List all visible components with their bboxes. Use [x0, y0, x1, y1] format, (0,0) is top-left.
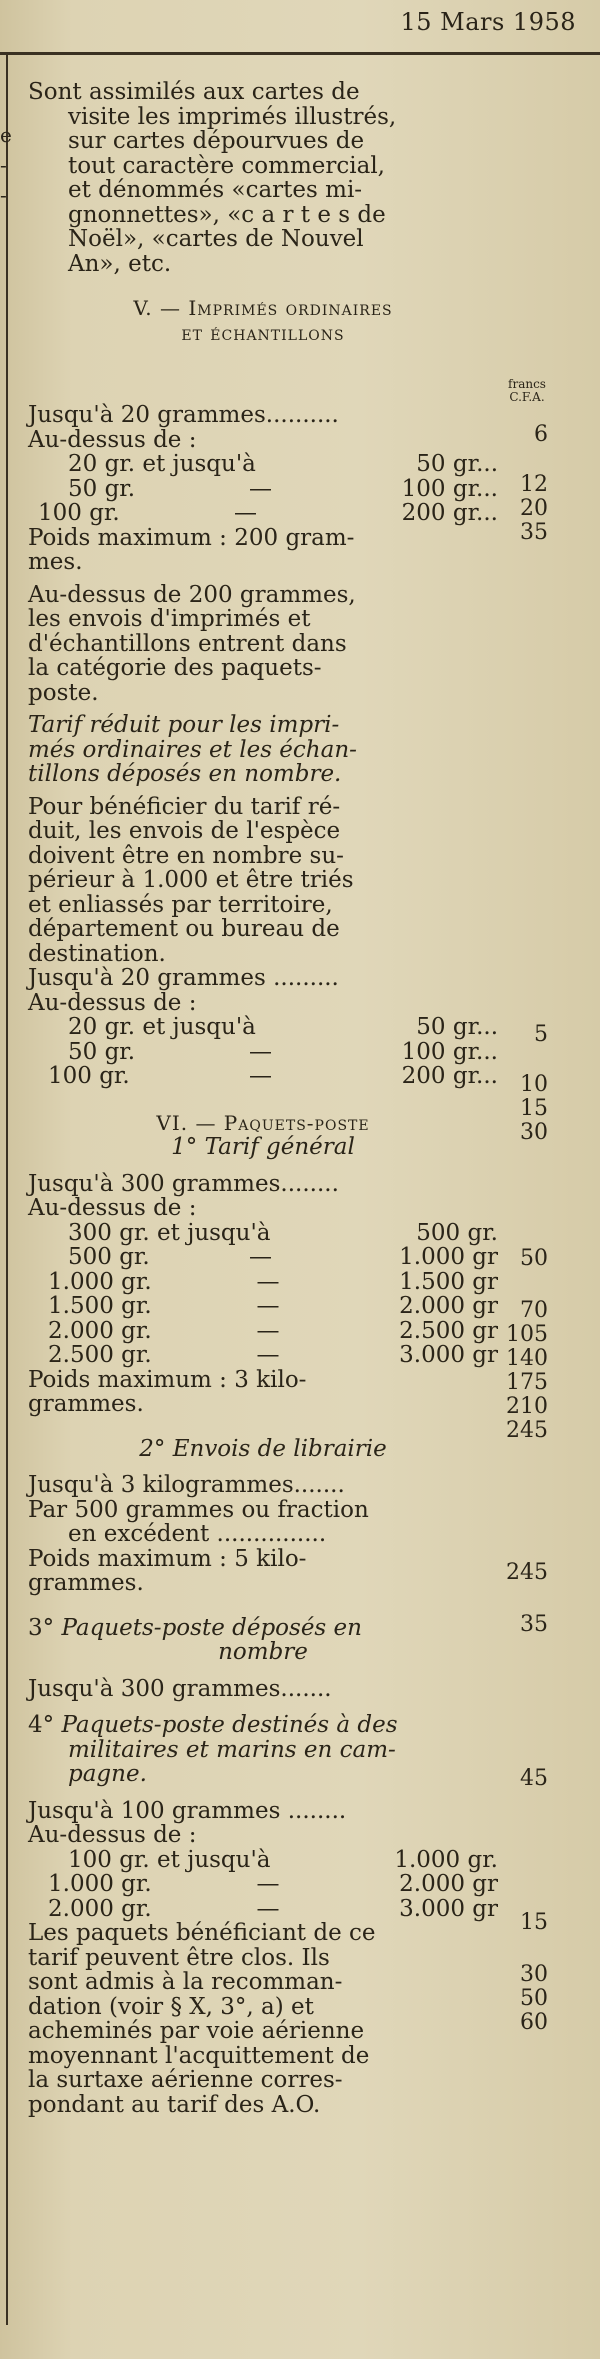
tariff-line: Jusqu'à 100 grammes ........	[28, 1797, 347, 1824]
range-dash: —	[256, 1268, 280, 1295]
reduced-tariff-title	[28, 713, 498, 787]
text-line: département ou bureau de	[28, 916, 340, 942]
range-dash: —	[249, 1244, 272, 1270]
text-line: dation (voir § X, 3°, a) et	[28, 1993, 314, 2020]
subsection-bookshop: 2° Envois de librairie	[139, 1435, 387, 1462]
tariff-row	[28, 1245, 498, 1270]
text-line: Au-dessus de 200 grammes,	[28, 581, 356, 608]
range-to: 100 gr...	[401, 1038, 498, 1065]
range-to: 500 gr.	[416, 1219, 498, 1246]
text-line: Poids maximum : 200 gram-	[28, 524, 355, 551]
tariff-row	[28, 501, 498, 526]
range-to: 3.000 gr	[399, 1342, 498, 1368]
text-line: Paquets-poste déposés en	[61, 1614, 362, 1641]
section-heading-v: V. — Imprimés ordinaires	[133, 296, 393, 320]
text-line: d'échantillons entrent dans	[28, 630, 347, 657]
price-column	[506, 0, 600, 2359]
tariff-row	[28, 1221, 498, 1246]
text-line: Noël», «cartes de Nouvel	[68, 226, 364, 252]
range-dash: —	[249, 1063, 272, 1089]
text-line: Poids maximum : 3 kilo-	[28, 1366, 307, 1393]
range-dash: —	[234, 500, 257, 526]
range-from: 2.000 gr.	[48, 1317, 152, 1344]
section-heading-v-line2: et échantillons	[181, 320, 345, 345]
subsection-military-parcels	[28, 1713, 498, 1787]
over-200-note	[28, 583, 498, 706]
range-from: 1.500 gr.	[48, 1293, 152, 1319]
range-from: 1.000 gr.	[48, 1268, 152, 1295]
text-line: grammes.	[28, 1570, 144, 1596]
price-value: 45	[520, 1766, 548, 1791]
tariff-row	[28, 1040, 498, 1065]
text-line: tarif peuvent être clos. Ils	[28, 1944, 330, 1971]
column-rule	[6, 55, 8, 2325]
text-line: duit, les envois de l'espèce	[28, 818, 341, 844]
text-line: et dénommés «cartes mi-	[68, 177, 363, 203]
price-value: 15	[520, 1096, 548, 1121]
range-to: 100 gr...	[401, 475, 498, 502]
tariff-line: en excédent ...............	[68, 1521, 327, 1547]
price-value: 6	[534, 422, 548, 447]
range-to: 50 gr...	[416, 1014, 498, 1040]
tariff-row	[28, 1270, 498, 1295]
text-line: la catégorie des paquets-	[28, 655, 322, 681]
range-from: 500 gr.	[68, 1244, 150, 1270]
price-value: 35	[520, 520, 548, 545]
tariff-row	[28, 1848, 498, 1873]
text-line: doivent être en nombre su-	[28, 842, 344, 869]
reduced-tariff-text	[28, 795, 498, 967]
price-value: 30	[520, 1962, 548, 1987]
text-line: Pour bénéficier du tarif ré-	[28, 793, 341, 820]
subsection-bulk-parcels	[28, 1616, 498, 1665]
price-value: 50	[520, 1246, 548, 1271]
price-value: 15	[520, 1910, 548, 1935]
price-value: 35	[520, 1612, 548, 1637]
price-value: 30	[520, 1120, 548, 1145]
page-date: 15 Mars 1958	[400, 8, 576, 36]
text-line: Poids maximum : 5 kilo-	[28, 1545, 307, 1572]
price-value: 245	[506, 1560, 548, 1585]
price-value: 245	[506, 1418, 548, 1443]
text-line: tillons déposés en nombre.	[28, 761, 342, 787]
range-dash: —	[249, 475, 272, 502]
range-from: 20 gr. et jusqu'à	[68, 451, 256, 477]
tariff-line: Jusqu'à 300 grammes........	[28, 1170, 339, 1197]
price-value: 50	[520, 1986, 548, 2011]
max-weight-note	[28, 1547, 498, 1596]
range-from: 100 gr.	[48, 1063, 130, 1089]
price-value: 210	[506, 1394, 548, 1419]
tariff-row	[28, 1319, 498, 1344]
edge-mark: -	[0, 153, 7, 177]
text-line: acheminés par voie aérienne	[28, 2018, 365, 2044]
text-line: et enliassés par territoire,	[28, 891, 333, 918]
text-line: sur cartes dépourvues de	[68, 128, 365, 154]
text-line: tout caractère commercial,	[68, 152, 385, 179]
text-column	[28, 80, 498, 2117]
range-to: 2.500 gr	[399, 1317, 498, 1344]
range-to: 200 gr...	[401, 1063, 498, 1089]
text-line: moyennant l'acquittement de	[28, 2042, 370, 2069]
price-value: 175	[506, 1370, 548, 1395]
text-line: An», etc.	[68, 250, 172, 277]
tariff-row	[28, 1897, 498, 1922]
price-value: 60	[520, 2010, 548, 2035]
text-line: sont admis à la recomman-	[28, 1969, 343, 1995]
currency-unit: francs C.F.A.	[508, 377, 546, 404]
text-line: mes.	[28, 549, 83, 575]
range-dash: —	[256, 1293, 280, 1319]
range-to: 3.000 gr	[399, 1895, 498, 1922]
price-value: 10	[520, 1072, 548, 1097]
range-from: 1.000 gr.	[48, 1871, 152, 1897]
tariff-row	[28, 1294, 498, 1319]
text-line: Les paquets bénéficiant de ce	[28, 1920, 376, 1946]
range-from: 50 gr.	[68, 475, 136, 502]
price-value: 12	[520, 472, 548, 497]
range-from: 100 gr. et jusqu'à	[68, 1846, 271, 1873]
text-line: pagne.	[68, 1761, 147, 1787]
edge-mark: -	[0, 183, 7, 207]
range-from: 300 gr. et jusqu'à	[68, 1219, 271, 1246]
text-line: militaires et marins en cam-	[68, 1736, 396, 1763]
subsection-number: 4°	[28, 1712, 55, 1738]
closing-note	[28, 1921, 498, 2117]
edge-mark: e	[0, 123, 12, 147]
range-to: 2.000 gr	[399, 1293, 498, 1319]
tariff-row	[28, 1064, 498, 1089]
text-line: pondant au tarif des A.O.	[28, 2091, 321, 2118]
tariff-line: Jusqu'à 20 grammes..........	[28, 402, 339, 428]
text-line: grammes.	[28, 1391, 144, 1417]
price-value: 20	[520, 496, 548, 521]
max-weight-note	[28, 526, 498, 575]
price-value: 105	[506, 1322, 548, 1347]
tariff-line: Jusqu'à 20 grammes .........	[28, 965, 339, 991]
max-weight-note	[28, 1368, 498, 1417]
range-dash: —	[256, 1317, 280, 1344]
subsection-number: 3°	[28, 1614, 55, 1641]
intro-paragraph	[28, 80, 498, 276]
text-line: la surtaxe aérienne corres-	[28, 2067, 343, 2093]
tariff-row	[28, 1015, 498, 1040]
tariff-row	[28, 1343, 498, 1368]
edge-marks	[0, 120, 14, 210]
text-line: poste.	[28, 679, 99, 706]
tariff-row	[28, 477, 498, 502]
range-dash: —	[256, 1342, 280, 1368]
text-line: périeur à 1.000 et être triés	[28, 867, 354, 893]
tariff-row	[28, 1872, 498, 1897]
tariff-line: Par 500 grammes ou fraction	[28, 1496, 369, 1523]
range-dash: —	[256, 1871, 280, 1897]
range-to: 200 gr...	[401, 500, 498, 526]
tariff-line: Au-dessus de :	[28, 1195, 197, 1221]
tariff-line: Au-dessus de :	[28, 1822, 197, 1848]
text-line: Paquets-poste destinés à des	[61, 1712, 398, 1738]
text-line: Sont assimilés aux cartes de	[28, 79, 360, 105]
text-line: gnonnettes», «c a r t e s de	[68, 201, 386, 228]
price-value: 70	[520, 1298, 548, 1323]
text-line: Tarif réduit pour les impri-	[28, 712, 340, 738]
tariff-line: Jusqu'à 3 kilogrammes.......	[28, 1472, 345, 1498]
text-line: nombre	[218, 1639, 308, 1665]
range-from: 20 gr. et jusqu'à	[68, 1014, 256, 1040]
price-value: 140	[506, 1346, 548, 1371]
tariff-line: Jusqu'à 300 grammes.......	[28, 1675, 332, 1702]
section-heading-vi: VI. — Paquets-poste	[156, 1110, 370, 1135]
range-from: 100 gr.	[38, 500, 120, 526]
range-from: 2.500 gr.	[48, 1342, 152, 1368]
text-line: destination.	[28, 940, 166, 967]
subsection-general-tariff: 1° Tarif général	[171, 1134, 355, 1160]
range-dash: —	[249, 1038, 272, 1065]
tariff-row	[28, 452, 498, 477]
range-from: 50 gr.	[68, 1038, 136, 1065]
range-to: 1.000 gr	[399, 1244, 498, 1270]
tariff-line: Au-dessus de :	[28, 426, 197, 453]
text-line: les envois d'imprimés et	[28, 606, 311, 632]
range-to: 1.000 gr.	[394, 1846, 498, 1873]
text-line: més ordinaires et les échan-	[28, 736, 357, 763]
range-to: 1.500 gr	[399, 1268, 498, 1295]
tariff-line: Au-dessus de :	[28, 989, 197, 1016]
price-value: 5	[534, 1022, 548, 1047]
range-to: 2.000 gr	[399, 1871, 498, 1897]
range-dash: —	[256, 1895, 280, 1922]
range-to: 50 gr...	[416, 451, 498, 477]
range-from: 2.000 gr.	[48, 1895, 152, 1922]
text-line: visite les imprimés illustrés,	[68, 103, 397, 130]
